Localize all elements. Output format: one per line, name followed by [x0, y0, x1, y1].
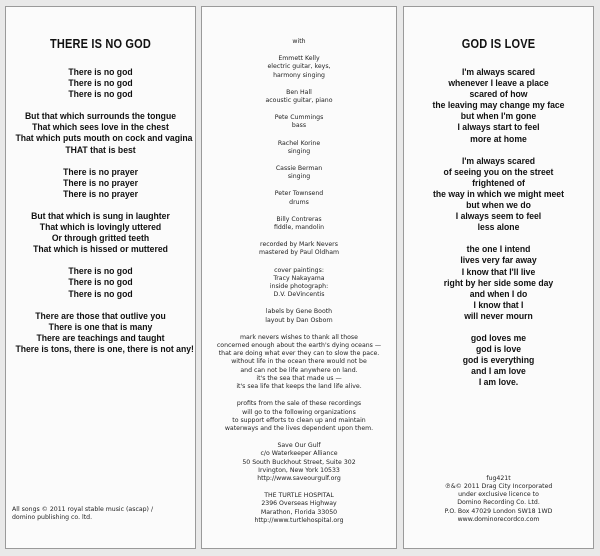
- musician-credit: [202, 165, 396, 181]
- musician-line: Peter Townsend: [274, 190, 324, 198]
- stanza: [6, 266, 195, 299]
- art-line: D.V. DeVincentis: [273, 291, 325, 299]
- lyric-line: but when we do: [466, 200, 531, 212]
- musician-line: fiddle, mandolin: [273, 224, 325, 232]
- musician-line: acoustic guitar, piano: [265, 97, 333, 105]
- credits: [202, 38, 396, 534]
- lyric-line: But that which is sung in laughter: [31, 210, 170, 222]
- lyric-line: the leaving may change my face: [432, 100, 565, 112]
- musician-line: Pete Cummings: [274, 114, 324, 122]
- art-line: cover paintings:: [274, 266, 324, 274]
- lyric-line: I am love.: [478, 377, 519, 389]
- org2-line: 2396 Overseas Highway: [261, 500, 337, 508]
- thanks-line: and can not be life anywhere on land.: [240, 366, 358, 374]
- musician-line: Billy Contreras: [276, 215, 322, 223]
- lyric-line: There is no god: [68, 78, 133, 90]
- lyric-line: There is no god: [68, 266, 133, 278]
- profits-line: to support efforts to clean up and maintain: [232, 416, 366, 424]
- lyric-line: god is everything: [462, 355, 535, 367]
- lyric-line: That which puts mouth on cock and vagina: [15, 133, 193, 145]
- label-info: [404, 475, 593, 524]
- lyric-line: There is no god: [68, 67, 133, 78]
- lyric-line: But that which surrounds the tongue: [24, 111, 177, 123]
- lyric-line: There is tons, there is one, there is not any!: [15, 343, 194, 355]
- lyric-line: Or through gritted teeth: [51, 233, 150, 245]
- thanks-line: mark nevers wishes to thank all those: [240, 333, 358, 341]
- lyric-line: the way in which we might meet: [432, 188, 564, 200]
- musician-line: singing: [287, 147, 311, 155]
- musician-credit: [202, 216, 396, 232]
- design-block: [202, 308, 396, 324]
- label-info-line: under exclusive licence to: [458, 491, 539, 499]
- lyric-line: of seeing you on the street: [443, 166, 554, 178]
- profits-line: will go to the following organizations: [242, 408, 356, 416]
- musician-line: singing: [287, 173, 311, 181]
- lyric-line: That which is lovingly uttered: [39, 222, 162, 234]
- stanza: [6, 111, 195, 155]
- thanks-line: concerned enough about the earth's dying oceans —: [216, 342, 382, 350]
- musician-line: Emmett Kelly: [278, 55, 320, 63]
- lyric-line: the one I intend: [466, 244, 531, 256]
- production-block: [202, 241, 396, 257]
- lyric-line: and I am love: [471, 366, 526, 378]
- copyright-line: domino publishing co. ltd.: [12, 513, 93, 521]
- musician-line: Rachel Korine: [277, 139, 321, 147]
- with-text: with: [292, 38, 306, 45]
- lyric-line: god loves me: [470, 332, 527, 344]
- musician-line: bass: [291, 122, 307, 130]
- org2-block: [202, 492, 396, 525]
- thanks-line: it's sea life that keeps the land life alive.: [236, 383, 362, 391]
- lyric-line: I know that I: [473, 299, 524, 311]
- thanks-block: [202, 334, 396, 391]
- lyric-line: will never mourn: [464, 310, 533, 322]
- org1-block: [202, 442, 396, 483]
- label-info-line: ℗&© 2011 Drag City Incorporated: [444, 482, 553, 490]
- lyric-line: I know that I'll live: [461, 266, 536, 278]
- lyric-line: whenever I leave a place: [448, 78, 549, 90]
- lyric-line: There are teachings and taught: [36, 332, 165, 344]
- lyrics-there-is-no-god: [6, 67, 195, 366]
- lyric-line: but when I'm gone: [460, 111, 537, 123]
- art-block: [202, 267, 396, 300]
- org2-line: Marathon, Florida 33050: [260, 508, 338, 516]
- stanza: [6, 167, 195, 200]
- design-line: layout by Dan Osborn: [265, 316, 333, 324]
- copyright-note: [12, 506, 192, 522]
- label-info-line: P.O. Box 47029 London SW18 1WD: [444, 507, 553, 515]
- musician-line: Ben Hall: [286, 88, 312, 96]
- design-line: labels by Gene Booth: [265, 308, 333, 316]
- lyric-line: lives very far away: [460, 255, 537, 267]
- lyric-line: There is no god: [68, 288, 133, 300]
- org2-line: http://www.turtlehospital.org: [254, 516, 344, 524]
- stanza: [6, 311, 195, 355]
- lyric-line: god is love: [475, 344, 522, 356]
- lyric-line: I'm always scared: [461, 67, 536, 78]
- art-line: inside photograph:: [269, 283, 329, 291]
- org1-line: 50 South Buckhout Street, Suite 302: [242, 458, 356, 466]
- profits-line: profits from the sale of these recordings: [236, 400, 362, 408]
- thanks-line: that are doing what ever they can to slow the pace.: [218, 350, 380, 358]
- production-line: mastered by Paul Oldham: [258, 249, 340, 257]
- lyric-line: There is one that is many: [48, 321, 153, 333]
- lyric-line: There is no prayer: [63, 166, 138, 178]
- label-info-line: www.dominorecordco.com: [457, 515, 540, 523]
- art-line: Tracy Nakayama: [273, 274, 325, 282]
- left-panel: [5, 6, 196, 549]
- thanks-line: it's the sea that made us —: [256, 374, 342, 382]
- org1-line: http://www.saveourgulf.org: [257, 474, 341, 482]
- song-title-god-is-love: GOD IS LOVE: [461, 37, 536, 51]
- lyric-line: I always seem to feel: [455, 211, 542, 223]
- lyric-line: frightened of: [472, 177, 525, 189]
- musician-line: Cassie Berman: [275, 165, 323, 173]
- middle-panel: [201, 6, 397, 549]
- musician-credit: [202, 140, 396, 156]
- label-info-line: fug421t: [486, 474, 511, 482]
- lyric-line: I always start to feel: [457, 122, 540, 134]
- musician-line: harmony singing: [273, 71, 325, 79]
- lyric-line: There is no god: [68, 277, 133, 289]
- profits-block: [202, 400, 396, 433]
- stanza: [404, 156, 593, 234]
- production-line: recorded by Mark Nevers: [260, 241, 338, 249]
- lyric-line: There is no god: [68, 89, 133, 101]
- musician-line: electric guitar, keys,: [267, 63, 331, 71]
- lyric-line: That which sees love in the chest: [32, 122, 169, 134]
- stanza: [6, 67, 195, 100]
- lyric-line: right by her side some day: [443, 277, 554, 289]
- lyric-line: THAT that is best: [65, 144, 136, 156]
- musician-line: drums: [289, 198, 309, 206]
- copyright-line: All songs © 2011 royal stable music (ascap) /: [12, 505, 154, 513]
- thanks-line: without life in the ocean there would not be: [231, 358, 367, 366]
- stanza: [6, 211, 195, 255]
- musician-credit: [202, 114, 396, 130]
- stanza: [404, 67, 593, 145]
- lyric-line: There are those that outlive you: [35, 310, 166, 322]
- musician-credit: [202, 89, 396, 105]
- lyric-line: I'm always scared: [461, 155, 536, 167]
- lyric-line: scared of how: [469, 89, 528, 101]
- lyric-line: There is no prayer: [63, 188, 138, 200]
- lyric-line: and when I do: [469, 288, 528, 300]
- org1-line: Irvington, New York 10533: [258, 466, 340, 474]
- musician-credit: [202, 55, 396, 80]
- lyric-line: There is no prayer: [63, 177, 138, 189]
- org1-line: Save Our Gulf: [277, 442, 321, 450]
- stanza: [404, 333, 593, 388]
- org2-line: THE TURTLE HOSPITAL: [264, 492, 334, 500]
- right-panel: [403, 6, 594, 549]
- song-title-there-is-no-god: THERE IS NO GOD: [49, 37, 152, 51]
- musician-credit: [202, 190, 396, 206]
- lyric-line: more at home: [470, 133, 527, 145]
- profits-line: waterways and the lives dependent upon them.: [224, 424, 374, 432]
- lyric-line: That which is hissed or muttered: [33, 244, 168, 256]
- stanza: [404, 244, 593, 322]
- org1-line: c/o Waterkeeper Alliance: [260, 450, 338, 458]
- label-info-line: Domino Recording Co. Ltd.: [457, 499, 540, 507]
- lyric-line: less alone: [477, 222, 520, 234]
- lyrics-god-is-love: [404, 67, 593, 399]
- with-label: [202, 38, 396, 46]
